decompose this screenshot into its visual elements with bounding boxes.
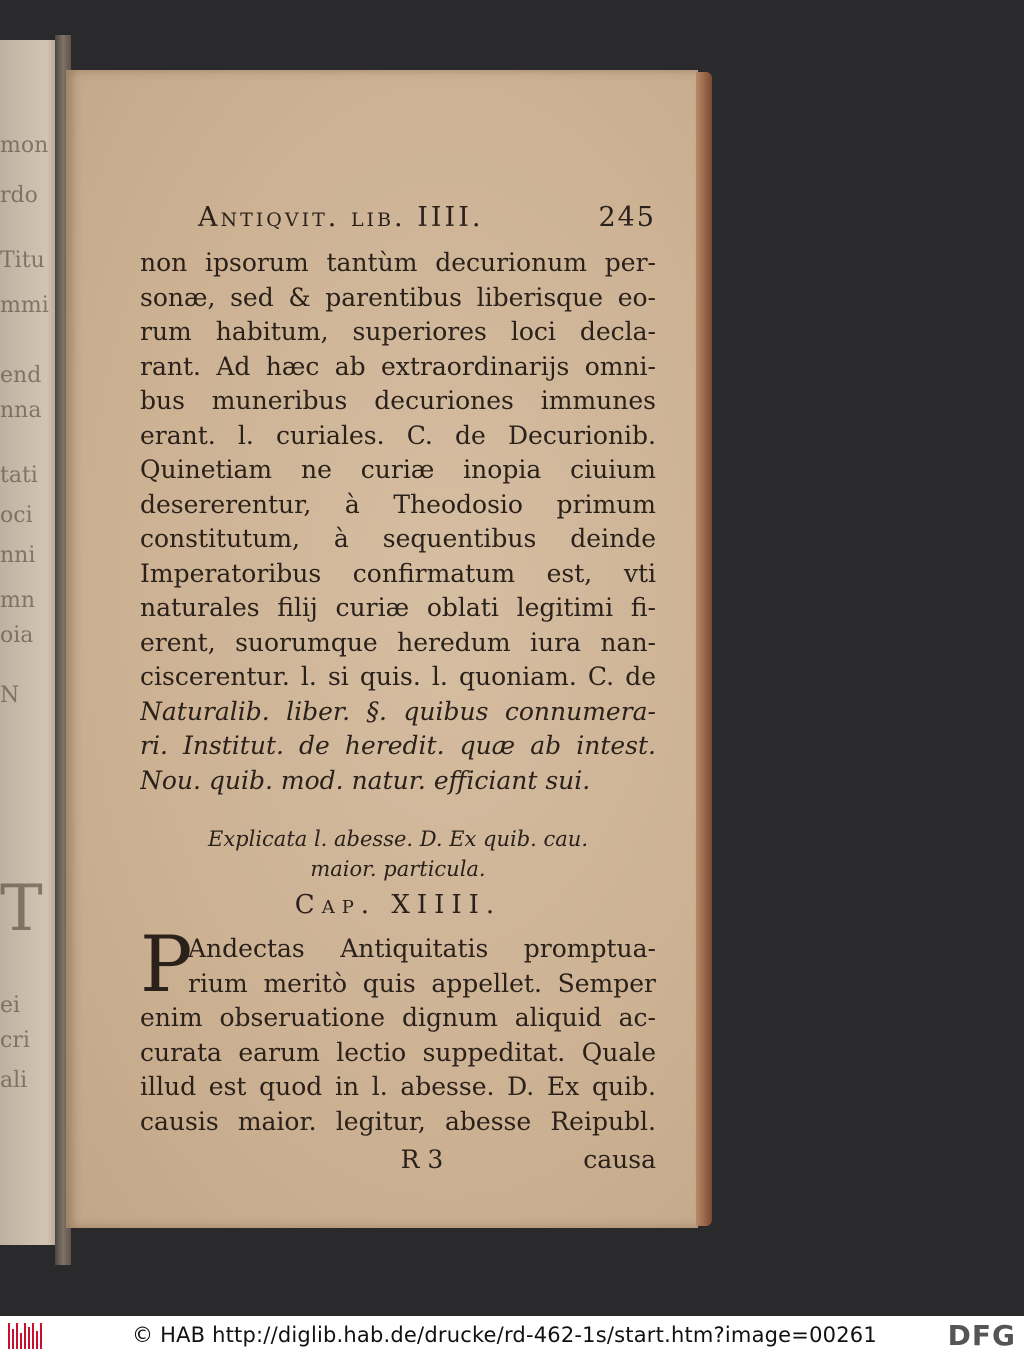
text-line: erent, suorumque heredum iura nan- bbox=[140, 627, 656, 657]
ghost-text: end bbox=[0, 363, 42, 388]
text-line: enim obseruatione dignum aliquid ac- bbox=[140, 1003, 656, 1032]
text-line: causis maior. legitur, abesse Reipubl. bbox=[140, 1106, 656, 1136]
text-line: erant. l. curiales. C. de Decurionib. bbox=[140, 420, 656, 450]
summary-line: Explicata l. abesse. D. Ex quib. cau. bbox=[208, 827, 588, 851]
text-line: sonæ, sed & parentibus liberisque eo- bbox=[140, 282, 656, 312]
ghost-text: mn bbox=[0, 588, 36, 613]
catchword: causa bbox=[583, 1145, 656, 1174]
running-title: Antiqvit. lib. IIII. bbox=[198, 202, 484, 233]
ghost-text: ali bbox=[0, 1068, 28, 1093]
ghost-text: mon bbox=[0, 133, 49, 158]
text-line: rum habitum, superiores loci decla- bbox=[140, 317, 656, 346]
ghost-text: oci bbox=[0, 503, 33, 528]
chapter-opening bbox=[140, 920, 656, 1139]
catch-line bbox=[140, 1143, 656, 1177]
ghost-text: cri bbox=[0, 1028, 30, 1053]
ghost-text: rdo bbox=[0, 183, 38, 208]
ghost-text: nni bbox=[0, 543, 36, 568]
chapter-heading: Cap. XIIII. bbox=[294, 890, 502, 920]
summary-line: maior. particula. bbox=[310, 857, 486, 881]
ghost-text: tati bbox=[0, 463, 38, 488]
ghost-text: nna bbox=[0, 398, 42, 423]
page-fore-edge bbox=[696, 72, 712, 1226]
chapter-summary bbox=[140, 824, 656, 884]
text-line: constitutum, à sequentibus deinde bbox=[140, 524, 656, 553]
text-line: rium meritò quis appellet. Semper bbox=[188, 968, 656, 998]
previous-page-edge bbox=[0, 40, 62, 1245]
text-line: Naturalib. liber. §. quibus connumera- bbox=[140, 696, 656, 726]
hab-logo-icon bbox=[8, 1321, 48, 1349]
text-line: illud est quod in l. abesse. D. Ex quib. bbox=[140, 1072, 656, 1101]
text-line: non ipsorum tantùm decurionum per- bbox=[140, 248, 656, 277]
text-line: curata earum lectio suppeditat. Quale bbox=[140, 1037, 656, 1067]
page-text bbox=[140, 202, 656, 1177]
ghost-text: ei bbox=[0, 993, 21, 1018]
ghost-text: Titu bbox=[0, 248, 45, 273]
text-line: desererentur, à Theodosio primum bbox=[140, 489, 656, 519]
running-header bbox=[140, 202, 656, 246]
drop-cap: P bbox=[140, 920, 193, 1010]
text-line: rant. Ad hæc ab extraordinarijs omni- bbox=[140, 351, 656, 381]
dfg-logo: DFG bbox=[947, 1319, 1016, 1352]
footer-bar bbox=[0, 1316, 1024, 1354]
ghost-initial: T bbox=[0, 872, 43, 946]
copyright-link[interactable]: © HAB http://diglib.hab.de/drucke/rd-462-1s/start.htm?image=00261 bbox=[132, 1323, 877, 1347]
text-line: ri. Institut. de heredit. quæ ab intest. bbox=[140, 731, 656, 760]
text-line: bus muneribus decuriones immunes bbox=[140, 386, 656, 415]
page-number: 245 bbox=[598, 202, 656, 233]
signature-mark: R 3 bbox=[400, 1145, 444, 1174]
text-line: naturales filij curiæ oblati legitimi fi- bbox=[140, 593, 656, 622]
text-line: Quinetiam ne curiæ inopia ciuium bbox=[140, 455, 656, 484]
text-line: Imperatoribus confirmatum est, vti bbox=[140, 558, 656, 588]
text-line: Andectas Antiquitatis promptua- bbox=[188, 934, 656, 963]
text-line: Nou. quib. mod. natur. efficiant sui. bbox=[140, 765, 591, 795]
ghost-text: oia bbox=[0, 623, 34, 648]
book-page bbox=[66, 70, 698, 1228]
text-line: ciscerentur. l. si quis. l. quoniam. C. de bbox=[140, 662, 656, 691]
ghost-text: N bbox=[0, 683, 20, 708]
ghost-text: mmi bbox=[0, 293, 49, 318]
